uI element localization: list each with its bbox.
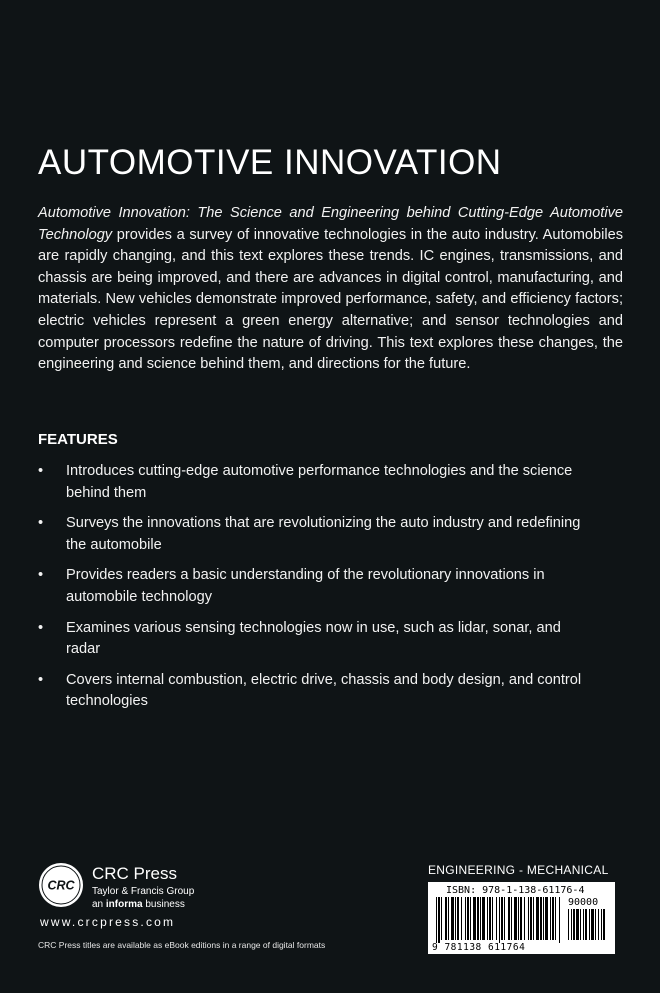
barcode-addon-bar [568,909,569,940]
barcode-addon-bar [598,909,599,940]
barcode-bar [470,897,471,940]
barcode-bar [524,897,525,940]
barcode-bar [438,897,440,943]
description-body: provides a survey of innovative technologies in the auto industry. Automobiles are rapidly changing, and this text explores these trends. IC engines, transmissions, and chassis are being improved, and there are advances in digital control, manufacturing, and materials. New vehicles demonstrate improved performance, safety, and efficiency factors; electric vehicles represent a green energy alternative; and sensor technologies and computer processors redefine the nature of driving. This text explores these changes, the engineering and science behind them, and directions for the future. [38,226,623,373]
publisher-url[interactable]: www.crcpress.com [40,915,176,929]
crc-logo-icon [38,862,84,908]
informa-prefix: an [92,899,106,910]
informa-bold: informa [105,899,143,910]
barcode-bar [461,897,462,940]
barcode-bar [482,897,485,940]
barcode-addon-bar [583,909,584,940]
publisher-group: Taylor & Francis Group [92,886,195,897]
publisher-informa [92,899,185,910]
barcode-bar [501,897,503,940]
features-heading: FEATURES [38,431,118,448]
barcode-bar [473,897,476,940]
publisher-name: CRC Press [92,864,178,883]
feature-text: Covers internal combustion, electric drive, chassis and body design, and control technologies [66,671,582,710]
barcode-bar [559,897,560,943]
description-book-title: Automotive Innovation: The Science and Engineering behind Cutting-Edge Automotive Technology [38,205,623,243]
barcode-bar [536,897,539,940]
price-code: 90000 [568,897,599,908]
crc-logo-text: CRC [47,878,75,893]
bullet-icon: • [38,567,44,584]
barcode-bar [467,897,469,940]
barcode-addon-bar [576,909,579,940]
features-list [38,461,598,722]
barcode-bar [489,897,491,940]
barcode-bar [448,897,449,940]
feature-text: Introduces cutting-edge automotive performance technologies and the science behind them [66,463,573,501]
barcode-bar [455,897,456,940]
barcode-bar [533,897,534,940]
bullet-icon: • [38,515,44,532]
barcode-digits: 9 781138 611764 [432,942,526,953]
barcode-addon-bar [589,909,590,940]
feature-text: Examines various sensing technologies now in use, such as lidar, sonar, and radar [66,619,561,658]
barcode-addon-bar [595,909,596,940]
barcode-bar [511,897,512,940]
barcode-addon-bar [580,909,581,940]
barcode-bar [520,897,522,940]
barcode-bar [499,897,500,943]
ebook-note: CRC Press titles are available as eBook editions in a range of digital formats [38,940,326,950]
barcode-bar [508,897,510,940]
feature-item [38,670,598,713]
barcode-bar [550,897,551,940]
category-label: ENGINEERING - MECHANICAL [428,863,609,877]
barcode-bar [528,897,529,940]
barcode-bar [451,897,454,940]
barcode-bar [543,897,544,940]
feature-item [38,565,598,608]
barcode-bar [445,897,447,940]
barcode-bar [477,897,479,940]
bullet-icon: • [38,671,44,688]
barcode-addon-bar [601,909,602,940]
barcode-bar [504,897,505,940]
bullet-icon: • [38,463,44,479]
barcode-bar [465,897,466,940]
feature-text: Surveys the innovations that are revolutionizing the auto industry and redefining the automobile [66,515,581,553]
barcode-bar [514,897,517,940]
barcode-bar [492,897,493,940]
barcode-bar [555,897,556,940]
bullet-icon: • [38,619,44,636]
barcode-bar [436,897,437,943]
barcode-bar [496,897,497,940]
feature-item [38,461,598,504]
barcode-bar [457,897,459,940]
barcode-bar [441,897,442,940]
feature-item [38,513,598,556]
barcode-bar [487,897,488,940]
barcode-addon-bar [573,909,575,940]
isbn-text: ISBN: 978-1-138-61176-4 [446,885,585,896]
barcode-bar [552,897,554,940]
barcode-block [428,882,615,954]
book-description [38,203,623,376]
feature-item [38,618,598,661]
barcode-addon-bar [585,909,587,940]
publisher-block [38,862,298,932]
barcode-addon-bar [591,909,594,940]
book-title: AUTOMOTIVE INNOVATION [38,143,502,182]
barcode-addon-bar [571,909,572,940]
barcode-bar [518,897,519,940]
barcode-bar [545,897,548,940]
barcode-bar [540,897,542,940]
feature-text: Provides readers a basic understanding of the revolutionary innovations in automobile technology [66,567,545,605]
barcode-addon-bar [603,909,605,940]
informa-suffix: business [142,899,185,910]
barcode-bar [530,897,532,940]
barcode-bar [480,897,481,940]
